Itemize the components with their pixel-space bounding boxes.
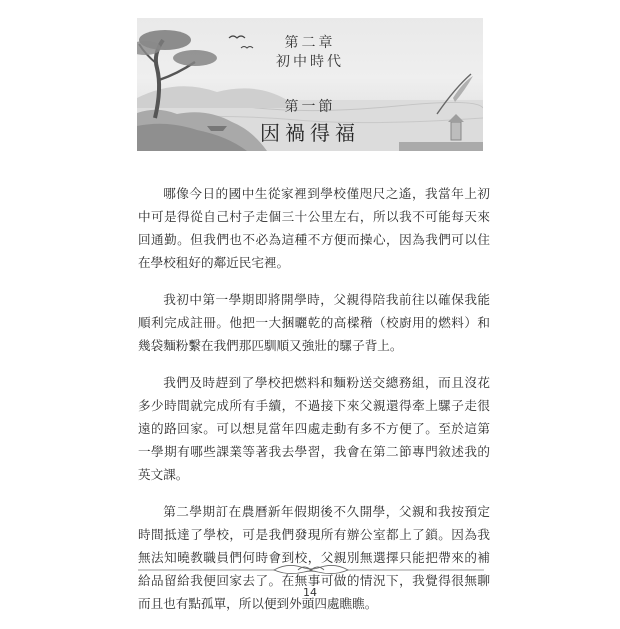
section-number: 第一節 [284, 99, 336, 115]
ornamental-divider [138, 560, 484, 580]
chapter-number: 第二章 [284, 35, 336, 51]
page-number: 14 [303, 586, 317, 599]
section-title: 因禍得福 [260, 121, 360, 145]
paragraph: 我初中第一學期即將開學時，父親得陪我前往以確保我能順利完成註冊。他把一大捆曬乾的高樑稭（校廚用的燃料）和幾袋麵粉繫在我們那匹馴順又強壯的騾子背上。 [138, 292, 490, 353]
paragraph: 哪像今日的國中生從家裡到學校僅咫尺之遙，我當年上初中可是得從自己村子走個三十公里左右，所以我不可能每天來回通勤。但我們也不必為這種不方便而操心，因為我們可以住在學校租好的鄰近民宅裡。 [138, 186, 490, 270]
chapter-title: 初中時代 [276, 54, 344, 70]
chapter-header-banner [137, 18, 483, 151]
paragraph: 第二學期訂在農曆新年假期後不久開學，父親和我按預定時間抵達了學校，可是我們發現所有辦公室都上了鎖。因為我無法知曉教職員們何時會到校，父親別無選擇只能把帶來的補給品留給我便回家去了。在無事可做的情況下，我覺得很無聊而且也有點孤單，所以便到外頭四處瞧瞧。 [138, 504, 490, 611]
paragraph: 我們及時趕到了學校把燃料和麵粉送交總務組，而且沒花多少時間就完成所有手續，不過接下來父親還得牽上騾子走很遠的路回家。可以想見當年四處走動有多不方便了。至於這第一學期有哪些課業等著我去學習，我會在第二節專門敘述我的英文課。 [138, 375, 490, 482]
